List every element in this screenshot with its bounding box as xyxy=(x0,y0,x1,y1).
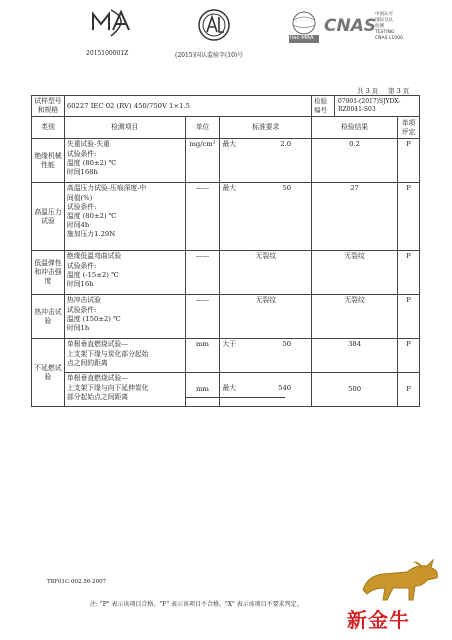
item-line: 点之间的距离 xyxy=(66,358,108,367)
header-row xyxy=(32,117,420,139)
report-number-cell xyxy=(312,96,420,117)
item-line: 单根垂直燃烧试验— xyxy=(66,340,129,349)
item-line: 温度 (80±2) ℃ xyxy=(66,158,117,167)
col-item: 检测项目 xyxy=(64,117,185,139)
category-cell: 低温弹性和冲击强度 xyxy=(32,251,65,295)
result-cell: 27 xyxy=(312,183,398,251)
cnas-line: 中国认可 xyxy=(375,12,393,17)
cal-number: (2015)国认监验字(10)号 xyxy=(175,52,244,59)
item-line: 温度 (80±2) ℃ xyxy=(66,211,117,220)
sample-row xyxy=(32,96,420,117)
cnas-line: CNAS L1000 xyxy=(375,36,403,42)
unit-cell: —— xyxy=(185,251,220,295)
end-line xyxy=(185,397,285,398)
item-line: 温度 (-15±2) ℃ xyxy=(66,270,119,279)
col-requirement: 标准要求 xyxy=(220,117,312,139)
table-row xyxy=(32,183,420,251)
verdict-cell: P xyxy=(397,373,419,407)
requirement-cell xyxy=(220,373,312,407)
item-line: 热冲击试验 xyxy=(66,296,101,305)
unit-cell: mm xyxy=(185,339,220,373)
bull-logo xyxy=(357,556,443,608)
cal-logo xyxy=(197,8,231,46)
item-line: 温度 (150±2) ℃ xyxy=(66,314,121,323)
item-cell xyxy=(64,251,185,295)
category-cell: 绝缘机械性能 xyxy=(32,139,65,183)
cnas-logo: CNAS xyxy=(324,16,377,36)
col-verdict: 单项评定 xyxy=(397,117,419,139)
cma-logo xyxy=(91,8,131,42)
table-row xyxy=(32,339,420,373)
report-label: 检验编号 xyxy=(312,96,335,116)
item-cell xyxy=(64,183,185,251)
verdict-cell: P xyxy=(397,251,419,295)
item-line: 时间1h xyxy=(66,323,90,332)
item-line: 时间4h xyxy=(66,221,90,230)
item-line: 试验条件: xyxy=(66,202,97,211)
cnas-text-block xyxy=(375,12,403,42)
sample-value: 60227 IEC 02 (RV) 450/750V 1×1.5 xyxy=(64,96,311,117)
req-value: 2.0 xyxy=(280,140,292,149)
requirement-cell: 无裂纹 xyxy=(220,251,312,295)
requirement-cell xyxy=(220,139,312,183)
req-value: 540 xyxy=(278,384,292,393)
item-line: 单根垂直燃烧试验— xyxy=(66,374,129,383)
req-prefix: 大于 xyxy=(222,340,237,349)
req-prefix: 最大 xyxy=(222,384,237,393)
page-total: 共 3 页 xyxy=(357,87,379,95)
report-number: 07901-(2017)SJYDX-RZ0041-S03 xyxy=(337,98,401,114)
req-value: 50 xyxy=(282,184,292,193)
cnas-line: 国际互认 xyxy=(375,18,393,24)
cma-number: 2015100001Z xyxy=(86,50,129,57)
result-cell: 无裂纹 xyxy=(312,295,398,339)
item-line: 试验条件: xyxy=(66,305,97,314)
category-cell: 热冲击试验 xyxy=(32,295,65,339)
req-prefix: 最大 xyxy=(222,140,237,149)
col-unit: 单位 xyxy=(185,117,220,139)
requirement-cell xyxy=(220,183,312,251)
item-line: 时间168h xyxy=(66,167,98,176)
category-cell: 高温压力试验 xyxy=(32,183,65,251)
unit-cell: —— xyxy=(185,183,220,251)
unit-cell: —— xyxy=(185,295,220,339)
req-value: 50 xyxy=(282,340,292,349)
item-cell xyxy=(64,339,185,373)
table-row xyxy=(32,251,420,295)
unit-cell: mm xyxy=(185,373,220,407)
item-line: 失重试验-失重 xyxy=(66,140,110,149)
col-result: 检验结果 xyxy=(312,117,398,139)
item-line: 时间16h xyxy=(66,279,94,288)
result-cell: 500 xyxy=(312,373,398,407)
verdict-cell: P xyxy=(397,339,419,373)
item-line: 绝缘低温弯曲试验 xyxy=(66,252,122,261)
test-report-table xyxy=(31,95,420,407)
footer-note: 注: "P" 表示该项目合格。"F" 表示该项目不合格。"X" 表示该项目不要求判定。 xyxy=(90,601,303,608)
item-cell xyxy=(64,139,185,183)
table-row xyxy=(32,295,420,339)
ilac-label: ilac-MRA xyxy=(290,35,314,41)
item-line: 高温压力试验-压痕深度-中 xyxy=(66,184,147,193)
form-code: T8F01C-002.56-2007 xyxy=(47,579,107,585)
sample-label: 试样型号和规格 xyxy=(32,96,65,117)
ilac-mra-logo xyxy=(286,10,322,48)
col-category: 类别 xyxy=(32,117,65,139)
item-cell xyxy=(64,373,185,407)
item-line: 试验条件: xyxy=(66,261,97,270)
item-line: 间值(%) xyxy=(66,193,93,202)
item-cell xyxy=(64,295,185,339)
page-current: 第 3 页 xyxy=(388,87,410,95)
cnas-line: TESTING xyxy=(375,30,395,36)
category-cell: 不延燃试验 xyxy=(32,339,65,407)
table-row xyxy=(32,373,420,407)
requirement-cell: 无裂纹 xyxy=(220,295,312,339)
item-line: 试验条件: xyxy=(66,149,97,158)
result-cell: 0.2 xyxy=(312,139,398,183)
table-row xyxy=(32,139,420,183)
req-prefix: 最大 xyxy=(222,184,237,193)
item-line: 上支架下缘与炭化部分起始 xyxy=(66,349,149,358)
result-cell: 无裂纹 xyxy=(312,251,398,295)
brand-name: 新金牛 xyxy=(347,608,410,632)
verdict-cell: P xyxy=(397,183,419,251)
unit-cell: mg/cm² xyxy=(185,139,220,183)
item-line: 上支架下缘与向下延伸炭化 xyxy=(66,383,149,392)
item-line: 施加压力1.29N xyxy=(66,230,116,239)
requirement-cell xyxy=(220,339,312,373)
cnas-line: 检测 xyxy=(375,24,384,30)
result-cell: 384 xyxy=(312,339,398,373)
item-line: 部分起始点之间距离 xyxy=(66,392,129,401)
verdict-cell: P xyxy=(397,139,419,183)
verdict-cell: P xyxy=(397,295,419,339)
